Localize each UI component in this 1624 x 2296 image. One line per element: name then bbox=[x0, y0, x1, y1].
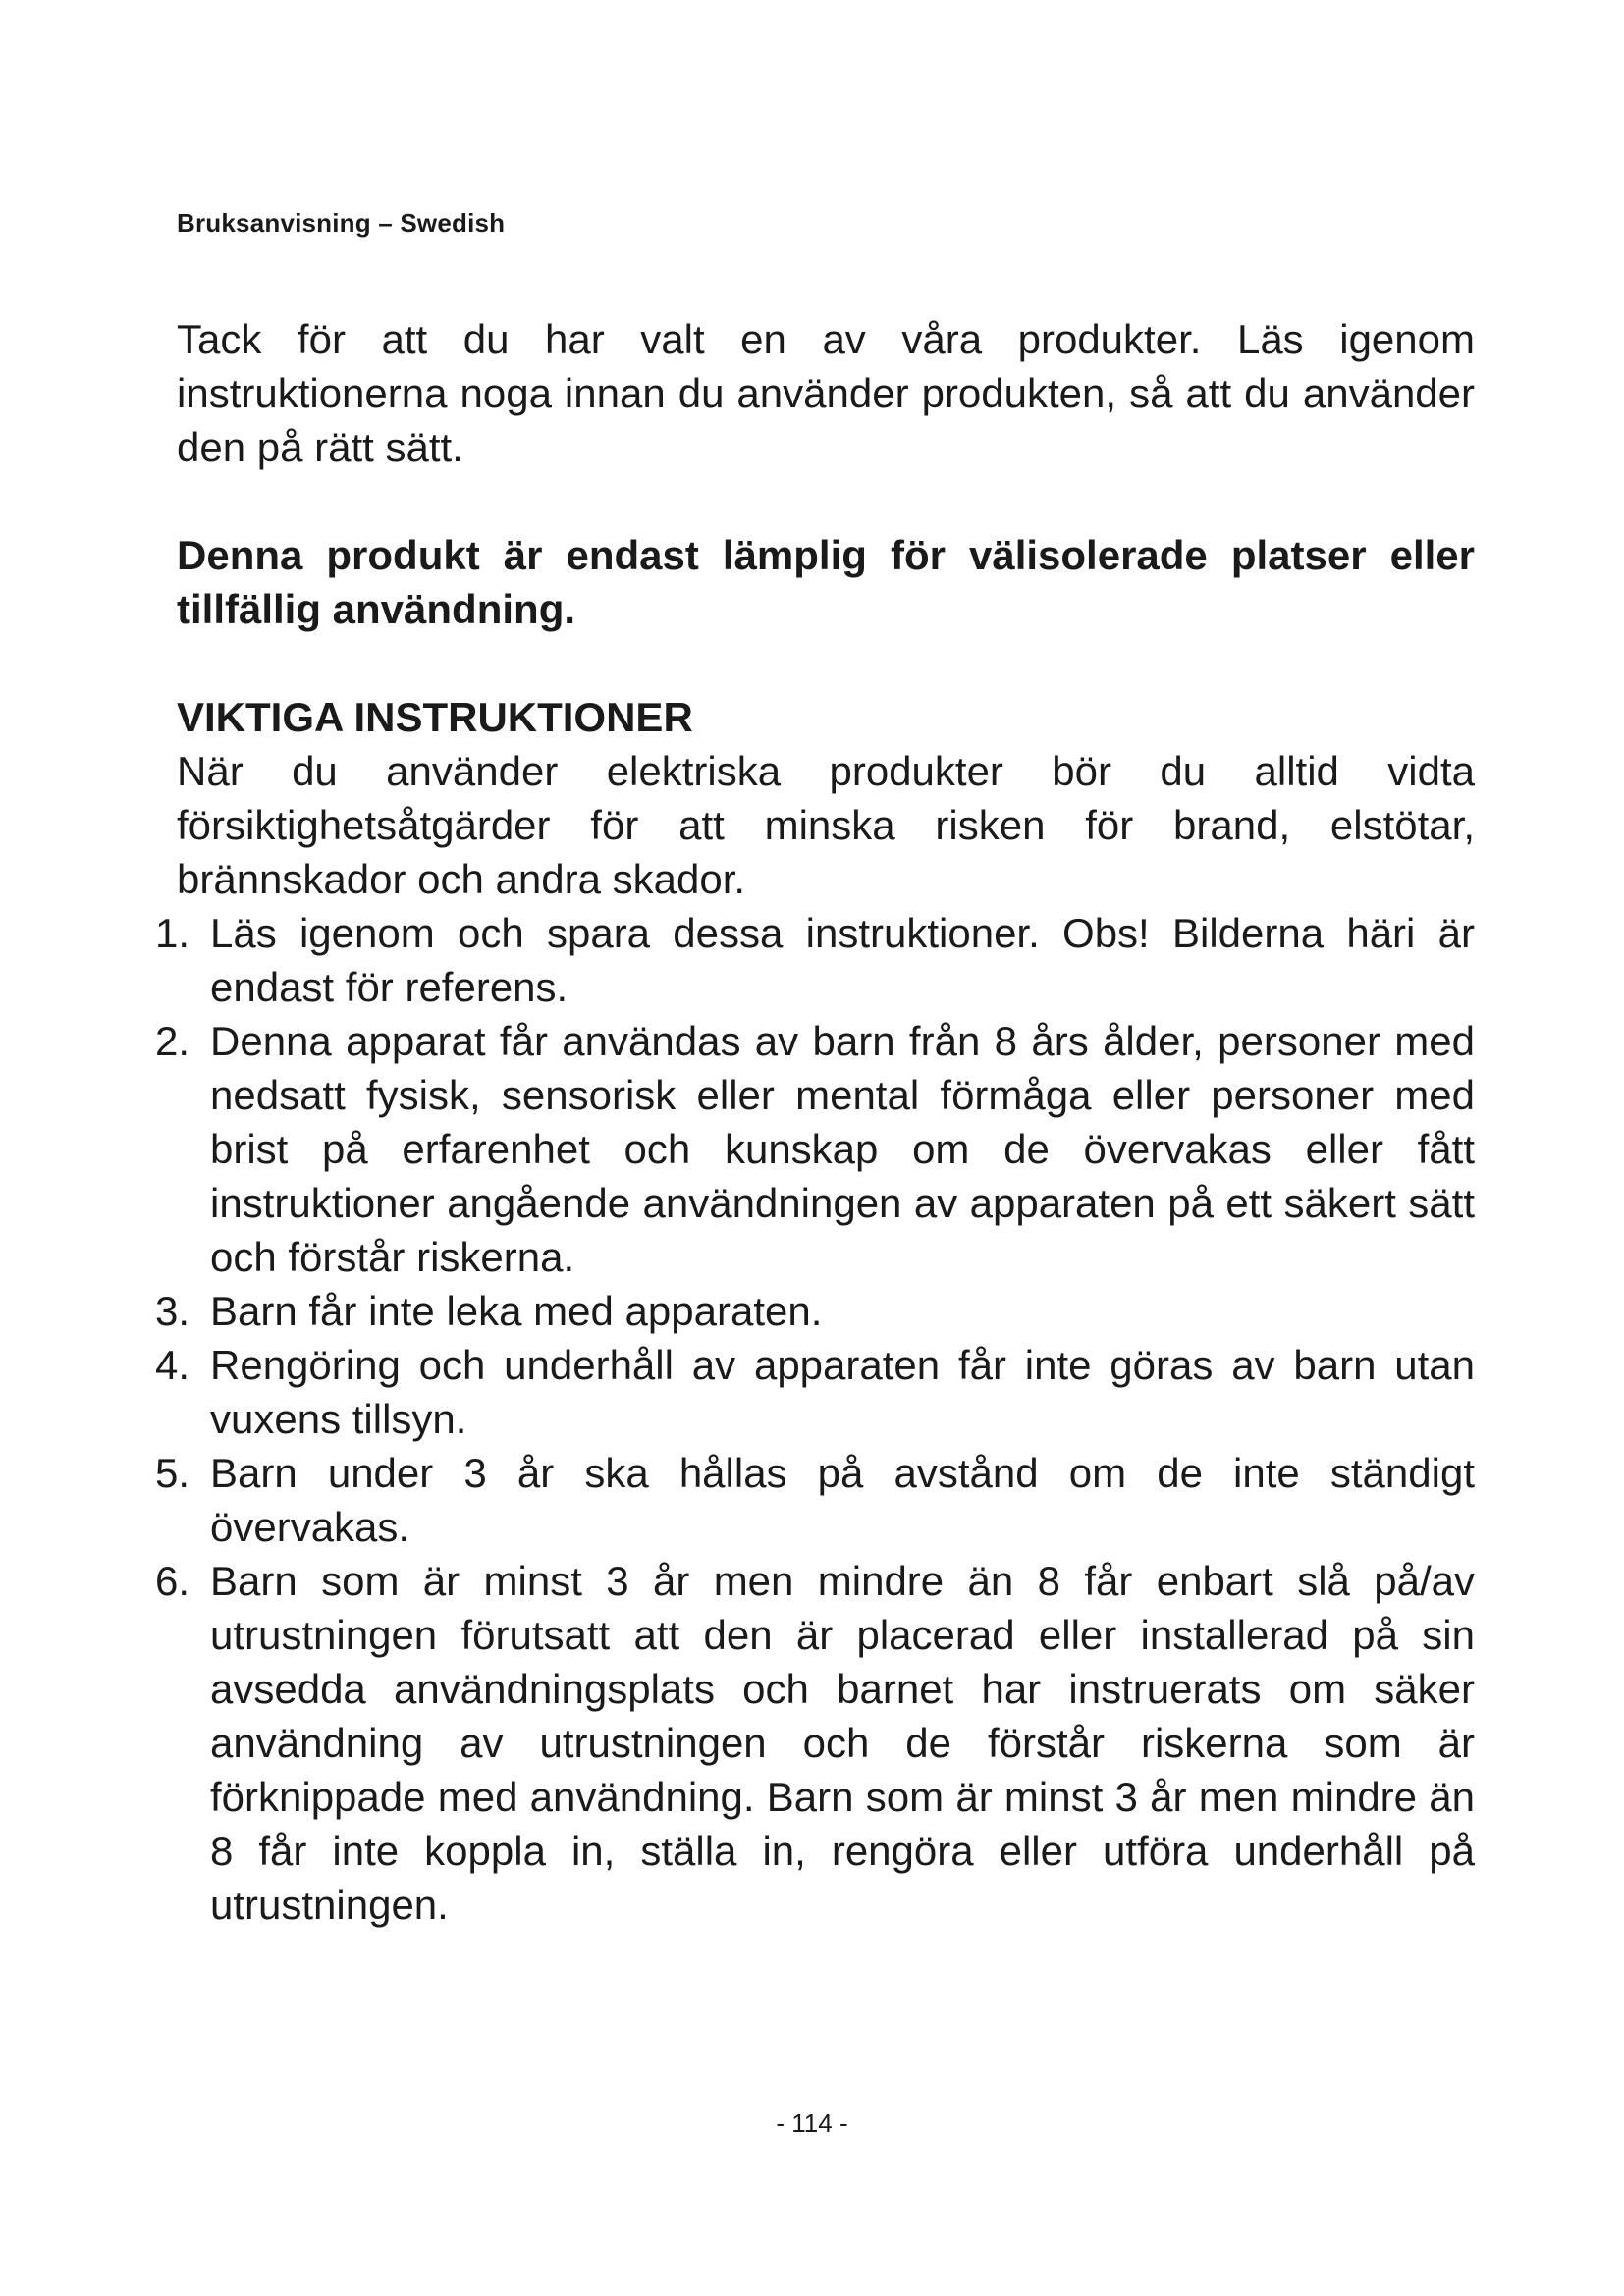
intro-paragraph: Tack för att du har valt en av våra produkter. Läs igenom instruktionerna noga innan du använder produkten, så att du använder den på rätt sätt. bbox=[177, 316, 1475, 470]
list-item-number: 3. bbox=[155, 1288, 190, 1334]
list-item bbox=[155, 1284, 1475, 1338]
page-header: Bruksanvisning – Swedish bbox=[177, 208, 506, 238]
list-item-text: Barn under 3 år ska hållas på avstånd om de inte ständigt övervakas. bbox=[210, 1450, 1475, 1550]
page-number: - 114 - bbox=[776, 2109, 848, 2138]
list-item-text: Barn får inte leka med apparaten. bbox=[210, 1288, 823, 1334]
list-item-text: Rengöring och underhåll av apparaten får inte göras av barn utan vuxens tillsyn. bbox=[210, 1342, 1475, 1442]
list-item bbox=[155, 1338, 1475, 1446]
list-item bbox=[155, 1446, 1475, 1554]
list-item-number: 2. bbox=[155, 1018, 190, 1064]
list-item bbox=[155, 1014, 1475, 1284]
list-item-number: 1. bbox=[155, 910, 190, 956]
list-item-text: Läs igenom och spara dessa instruktioner. Obs! Bilderna häri är endast för referens. bbox=[210, 910, 1475, 1010]
list-item-number: 6. bbox=[155, 1558, 190, 1604]
instruction-list bbox=[155, 906, 1475, 1932]
list-item-number: 4. bbox=[155, 1342, 190, 1388]
warning-paragraph: Denna produkt är endast lämplig för välisolerade platser eller tillfällig användning. bbox=[177, 532, 1475, 632]
list-item bbox=[155, 1554, 1475, 1932]
list-item-text: Denna apparat får användas av barn från 8 års ålder, personer med nedsatt fysisk, sensorisk eller mental förmåga eller personer med brist på erfarenhet och kunskap om de övervakas eller fått instruktioner angående användningen av apparaten på ett säkert sätt och förstår riskerna. bbox=[210, 1018, 1475, 1280]
section-lead: När du använder elektriska produkter bör du alltid vidta försiktighetsåtgärder för att minska risken för brand, elstötar, brännskador och andra skador. bbox=[177, 748, 1475, 902]
list-item-text: Barn som är minst 3 år men mindre än 8 får enbart slå på/av utrustningen förutsatt att den är placerad eller installerad på sin avsedda användningsplats och barnet har instruerats om säker användning av utrustningen och de förstår riskerna som är förknippade med användning. Barn som är minst 3 år men mindre än 8 får inte koppla in, ställa in, rengöra eller utföra underhåll på utrustningen. bbox=[210, 1558, 1475, 1928]
page-content bbox=[155, 312, 1475, 1932]
list-item-number: 5. bbox=[155, 1450, 190, 1496]
list-item bbox=[155, 906, 1475, 1014]
section-title: VIKTIGA INSTRUKTIONER bbox=[177, 694, 693, 740]
